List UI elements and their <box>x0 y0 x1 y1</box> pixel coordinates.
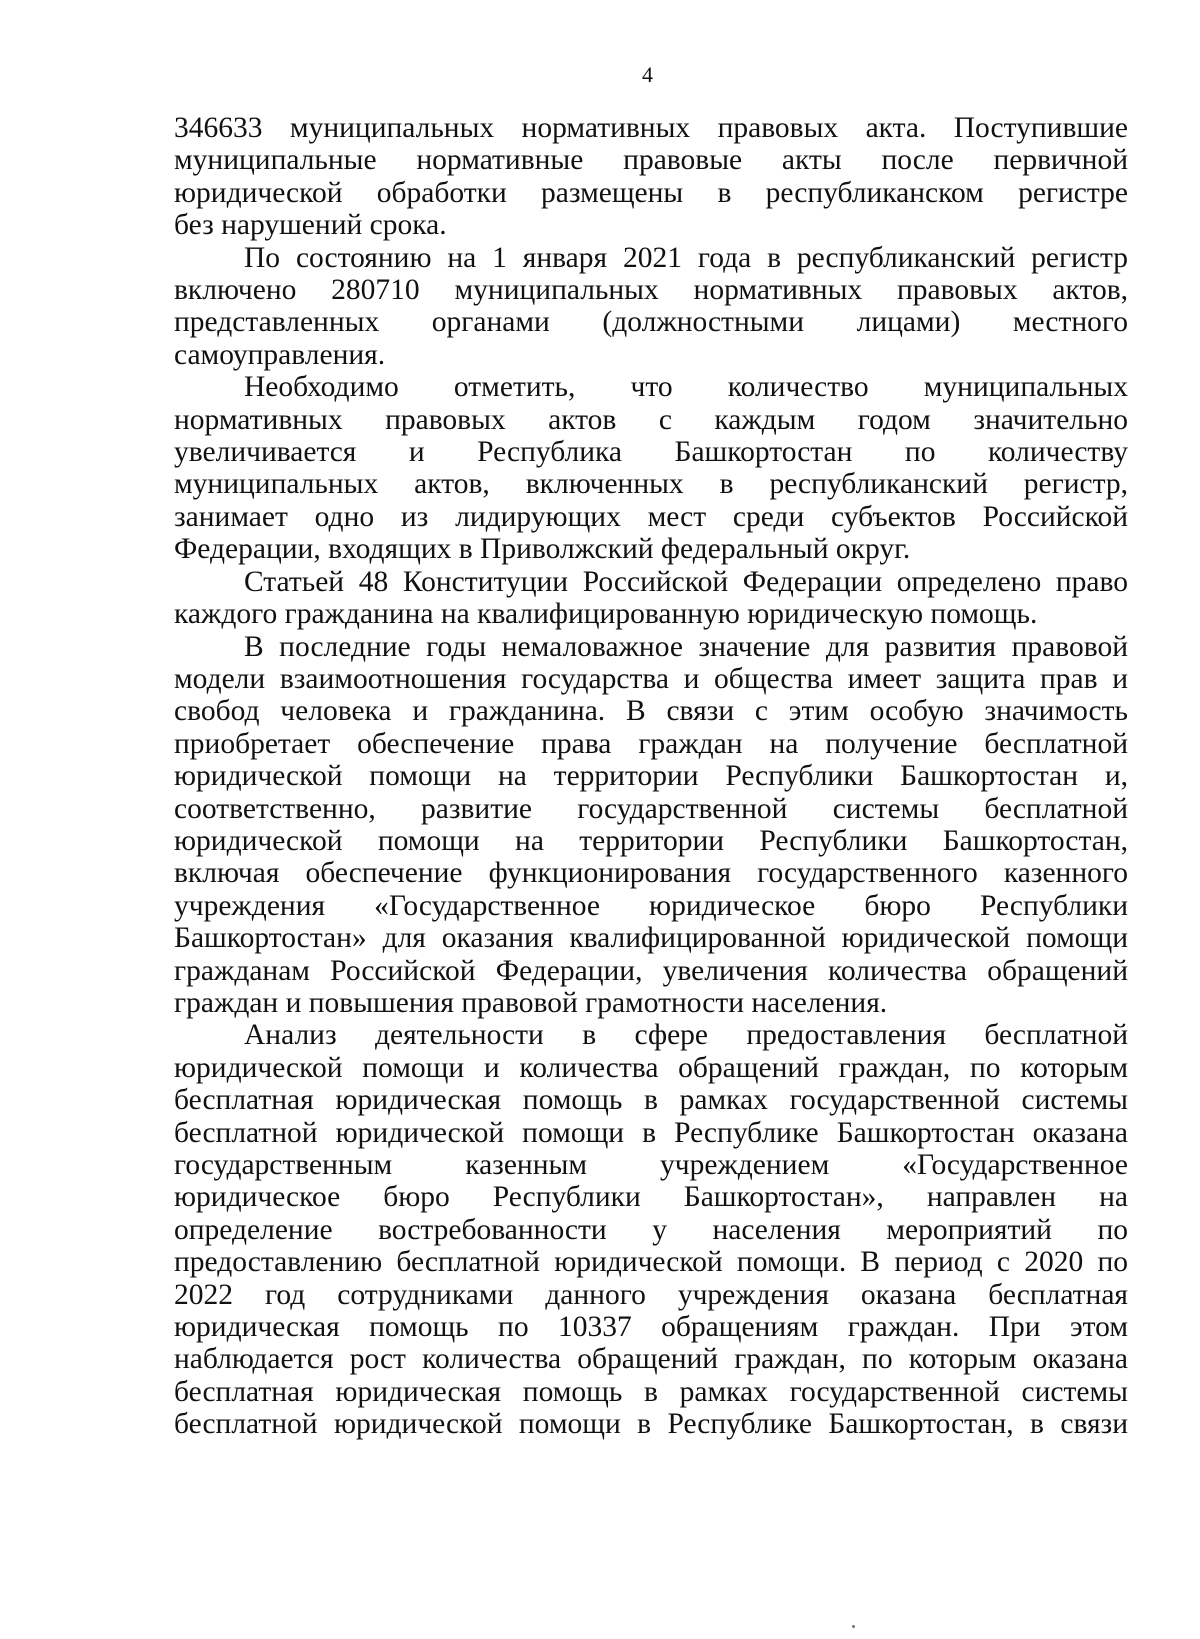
text-line: бесплатной юридической помощи в Республике Башкортостан, в связи <box>174 1408 1128 1441</box>
paragraph <box>174 631 1128 1020</box>
paragraph <box>174 1019 1128 1440</box>
text-line: Федерации, входящих в Приволжский федеральный округ. <box>174 533 911 566</box>
text-line: государственным казенным учреждением «Государственное <box>174 1149 1128 1181</box>
text-line: бесплатной юридической помощи в Республике Башкортостан оказана <box>174 1116 1128 1149</box>
text-line: соответственно, развитие государственной системы бесплатной <box>174 792 1128 825</box>
text-line: юридической обработки размещены в республиканском регистре <box>174 176 1128 209</box>
text-line: включая обеспечение функционирования государственного казенного <box>174 857 1128 890</box>
text-line: бесплатная юридическая помощь в рамках государственной системы <box>174 1375 1128 1408</box>
text-line: учреждения «Государственное юридическое бюро Республики <box>174 889 1128 922</box>
text-line: граждан и повышения правовой грамотности населения. <box>174 986 888 1019</box>
text-line: муниципальные нормативные правовые акты после первичной <box>174 144 1128 177</box>
text-line: определение востребованности у населения мероприятий по <box>174 1213 1128 1246</box>
text-line: гражданам Российской Федерации, увеличения количества обращений <box>174 954 1128 987</box>
document-body <box>174 112 1128 1441</box>
text-line: без нарушений срока. <box>174 209 447 242</box>
text-line: включено 280710 муниципальных нормативных правовых актов, <box>174 274 1128 307</box>
text-line: приобретает обеспечение права граждан на получение бесплатной <box>174 727 1128 760</box>
text-line: юридическое бюро Республики Башкортостан», направлен на <box>174 1181 1128 1214</box>
paragraph <box>174 242 1128 372</box>
text-line: нормативных правовых актов с каждым годом значительно <box>174 403 1128 436</box>
text-line: муниципальных актов, включенных в республиканский регистр, <box>174 468 1128 501</box>
text-line: свобод человека и гражданина. В связи с этим особую значимость <box>174 695 1128 728</box>
text-line: Башкортостан» для оказания квалифицированной юридической помощи <box>174 922 1128 955</box>
text-line: Анализ деятельности в сфере предоставления бесплатной <box>244 1019 1128 1052</box>
paragraph <box>174 371 1128 565</box>
text-line: увеличивается и Республика Башкортостан по количеству <box>174 436 1128 469</box>
text-line: модели взаимоотношения государства и общества имеет защита прав и <box>174 662 1128 695</box>
text-line: Статьей 48 Конституции Российской Федерации определено право <box>244 565 1128 598</box>
text-line: самоуправления. <box>174 338 386 371</box>
text-line: занимает одно из лидирующих мест среди субъектов Российской <box>174 500 1128 533</box>
text-line: юридической помощи на территории Республики Башкортостан и, <box>174 760 1128 793</box>
paragraph <box>174 566 1128 631</box>
text-line: В последние годы немаловажное значение для развития правовой <box>244 630 1128 663</box>
page-number: 4 <box>642 62 653 87</box>
text-line: юридической помощи и количества обращений граждан, по которым <box>174 1051 1128 1084</box>
text-line: По состоянию на 1 января 2021 года в республиканский регистр <box>244 241 1128 274</box>
text-line: предоставлению бесплатной юридической помощи. В период с 2020 по <box>174 1246 1128 1279</box>
scan-speck <box>852 1625 855 1628</box>
text-line: юридической помощи на территории Республики Башкортостан, <box>174 824 1128 857</box>
text-line: 346633 муниципальных нормативных правовых акта. Поступившие <box>174 112 1128 144</box>
text-line: Необходимо отметить, что количество муниципальных <box>244 371 1128 404</box>
text-line: наблюдается рост количества обращений граждан, по которым оказана <box>174 1343 1128 1376</box>
text-line: представленных органами (должностными лицами) местного <box>174 306 1128 339</box>
text-line: бесплатная юридическая помощь в рамках государственной системы <box>174 1084 1128 1117</box>
text-line: каждого гражданина на квалифицированную юридическую помощь. <box>174 598 1038 631</box>
paragraph <box>174 112 1128 242</box>
text-line: юридическая помощь по 10337 обращениям граждан. При этом <box>174 1311 1128 1344</box>
text-line: 2022 год сотрудниками данного учреждения оказана бесплатная <box>174 1278 1128 1311</box>
